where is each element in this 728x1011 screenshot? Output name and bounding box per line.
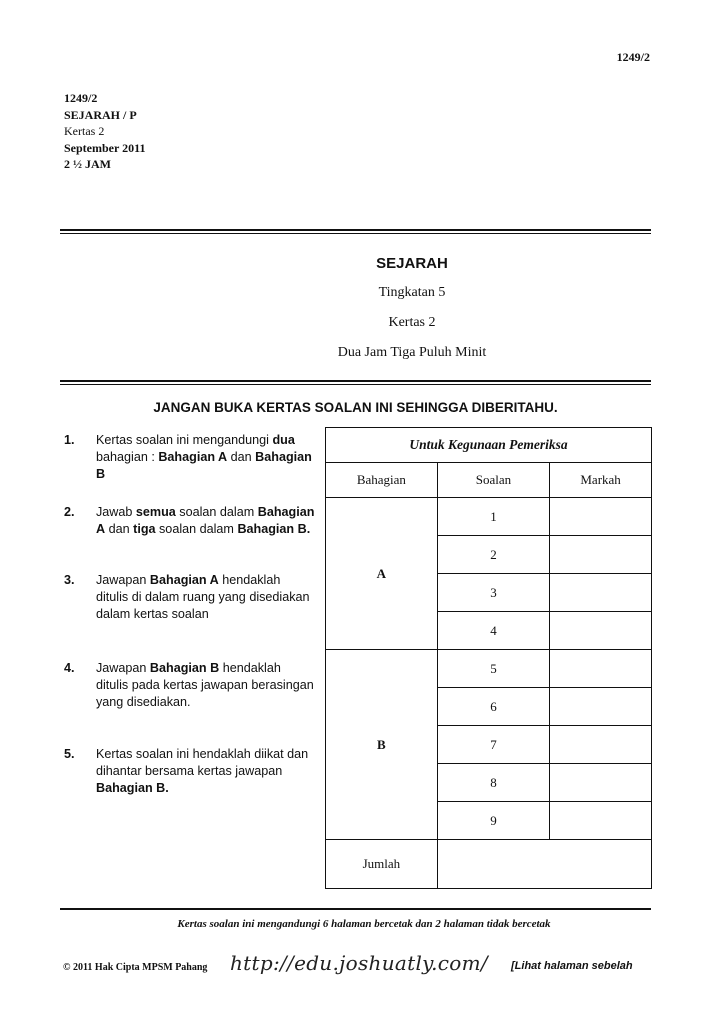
title-paper: Kertas 2: [388, 315, 436, 330]
question-number: 1: [437, 498, 549, 536]
top-rule-thin: [60, 233, 651, 234]
question-number: 4: [437, 612, 549, 650]
instruction-text: Jawab semua soalan dalam Bahagian A dan tiga soalan dalam Bahagian B.: [96, 505, 315, 536]
meta-duration: 2 ½ JAM: [64, 157, 111, 171]
table-title: Untuk Kegunaan Pemeriksa: [326, 428, 652, 463]
bottom-rule: [60, 908, 651, 910]
instruction-text: Kertas soalan ini hendaklah diikat dan dihantar bersama kertas jawapan Bahagian B.: [96, 747, 309, 795]
mark-cell: [550, 688, 652, 726]
question-number: 7: [437, 726, 549, 764]
table-row: [326, 650, 652, 688]
mark-cell: [550, 802, 652, 840]
total-label: Jumlah: [326, 840, 438, 889]
title-subject: SEJARAH: [376, 255, 448, 272]
mid-rule-thick: [60, 380, 651, 382]
mark-cell: [550, 612, 652, 650]
instruction-number: 5.: [64, 747, 75, 761]
question-number: 8: [437, 764, 549, 802]
table-row: [326, 498, 652, 536]
question-number: 9: [437, 802, 549, 840]
instruction-number: 2.: [64, 505, 75, 519]
instruction-text: Jawapan Bahagian A hendaklah ditulis di dalam ruang yang disediakan dalam kertas soalan: [96, 573, 310, 621]
meta-code: 1249/2: [64, 91, 98, 105]
warning-notice: JANGAN BUKA KERTAS SOALAN INI SEHINGGA DIBERITAHU.: [153, 400, 558, 415]
column-header: Soalan: [437, 463, 549, 498]
page-code: 1249/2: [616, 50, 650, 64]
column-header: Markah: [550, 463, 652, 498]
mid-rule-thin: [60, 384, 651, 385]
instruction-number: 4.: [64, 661, 75, 675]
mark-cell: [550, 726, 652, 764]
section-label: B: [326, 650, 438, 840]
question-number: 2: [437, 536, 549, 574]
copyright-text: © 2011 Hak Cipta MPSM Pahang: [63, 962, 208, 973]
title-duration: Dua Jam Tiga Puluh Minit: [337, 345, 487, 360]
paper-meta: [64, 90, 145, 173]
column-header: Bahagian: [326, 463, 438, 498]
question-number: 5: [437, 650, 549, 688]
mark-cell: [550, 536, 652, 574]
top-rule-thick: [60, 229, 651, 231]
examiner-table: [325, 427, 652, 889]
mark-cell: [550, 764, 652, 802]
section-label: A: [326, 498, 438, 650]
question-number: 3: [437, 574, 549, 612]
instruction-number: 3.: [64, 573, 75, 587]
instruction-text: Kertas soalan ini mengandungi dua bahagian : Bahagian A dan Bahagian B: [96, 433, 312, 481]
turn-page-note: [Lihat halaman sebelah: [511, 960, 633, 972]
meta-date: September 2011: [64, 140, 146, 155]
mark-cell: [550, 650, 652, 688]
mark-cell: [550, 498, 652, 536]
question-number: 6: [437, 688, 549, 726]
title-form: Tingkatan 5: [378, 285, 446, 300]
meta-paper: Kertas 2: [64, 124, 105, 138]
instruction-text: Jawapan Bahagian B hendaklah ditulis pada kertas jawapan berasingan yang disediakan.: [96, 661, 314, 709]
total-mark-cell: [437, 840, 651, 889]
meta-subject: SEJARAH / P: [64, 107, 137, 122]
watermark-url: http://edu.joshuatly.com/: [230, 951, 488, 975]
footer-note: Kertas soalan ini mengandungi 6 halaman bercetak dan 2 halaman tidak bercetak: [177, 918, 551, 930]
mark-cell: [550, 574, 652, 612]
instruction-number: 1.: [64, 433, 75, 447]
